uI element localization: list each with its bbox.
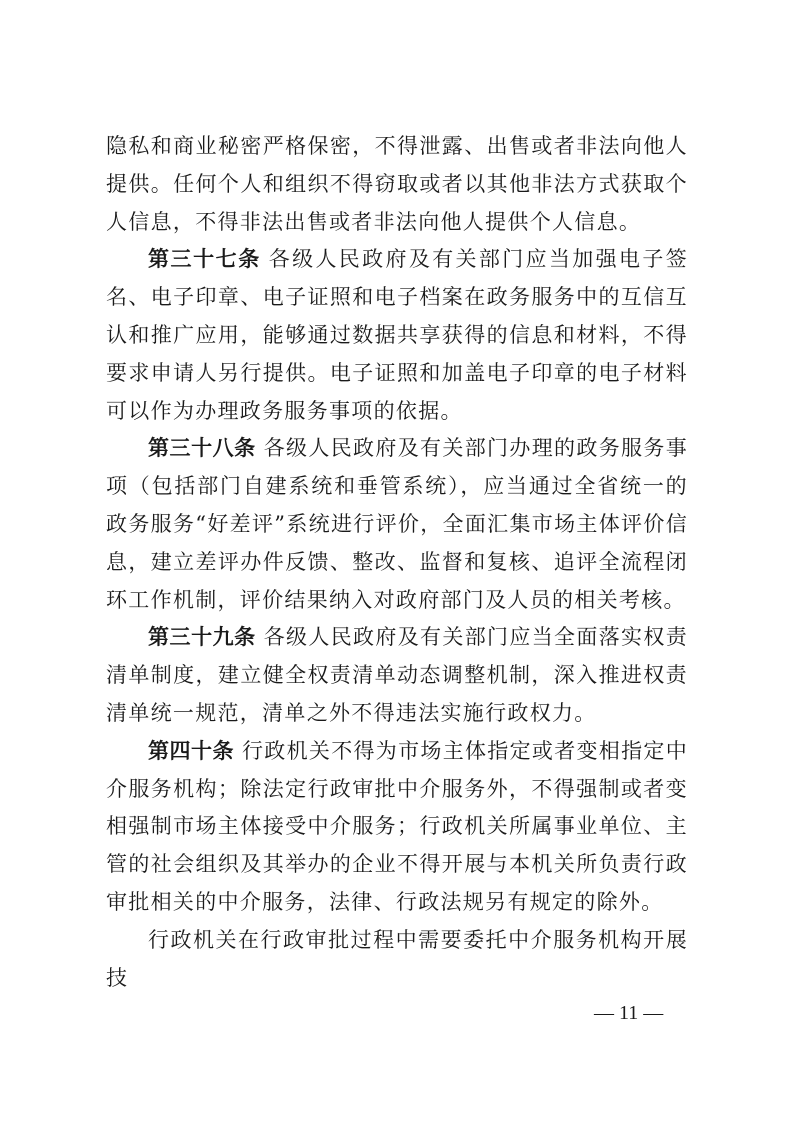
page-number: — 11 — bbox=[594, 1002, 664, 1024]
article-38-text: 各级人民政府及有关部门办理的政务服务事项（包括部门自建系统和垂管系统），应当通过全省统一的政务服务“好差评”系统进行评价，全面汇集市场主体评价信息，建立差评办件反馈、整改、监督和复核、追评全流程闭环工作机制，评价结果纳入对政府部门及人员的相关考核。 bbox=[106, 436, 689, 612]
article-37-paragraph bbox=[106, 241, 688, 430]
article-39-text: 各级人民政府及有关部门应当全面落实权责清单制度，建立健全权责清单动态调整机制，深入推进权责清单统一规范，清单之外不得违法实施行政权力。 bbox=[106, 625, 689, 725]
article-37-number: 第三十七条 bbox=[148, 247, 261, 272]
article-38-number: 第三十八条 bbox=[148, 436, 256, 461]
article-39-paragraph bbox=[106, 619, 688, 732]
document-body bbox=[106, 128, 688, 997]
trailing-paragraph: 行政机关在行政审批过程中需要委托中介服务机构开展技 bbox=[106, 927, 688, 990]
article-40-paragraph bbox=[106, 733, 688, 922]
article-37-text: 各级人民政府及有关部门应当加强电子签名、电子印章、电子证照和电子档案在政务服务中的互信互认和推广应用，能够通过数据共享获得的信息和材料，不得要求申请人另行提供。电子证照和加盖电子印章的电子材料可以作为办理政务服务事项的依据。 bbox=[106, 247, 688, 423]
article-38-paragraph bbox=[106, 430, 688, 619]
article-39-number: 第三十九条 bbox=[148, 625, 256, 650]
continuation-paragraph: 隐私和商业秘密严格保密，不得泄露、出售或者非法向他人提供。任何个人和组织不得窃取或者以其他非法方式获取个人信息，不得非法出售或者非法向他人提供个人信息。 bbox=[106, 134, 688, 234]
article-40-number: 第四十条 bbox=[148, 738, 234, 763]
article-40-text: 行政机关不得为市场主体指定或者变相指定中介服务机构；除法定行政审批中介服务外，不得强制或者变相强制市场主体接受中介服务；行政机关所属事业单位、主管的社会组织及其举办的企业不得开展与本机关所负责行政审批相关的中介服务，法律、行政法规另有规定的除外。 bbox=[106, 738, 688, 914]
